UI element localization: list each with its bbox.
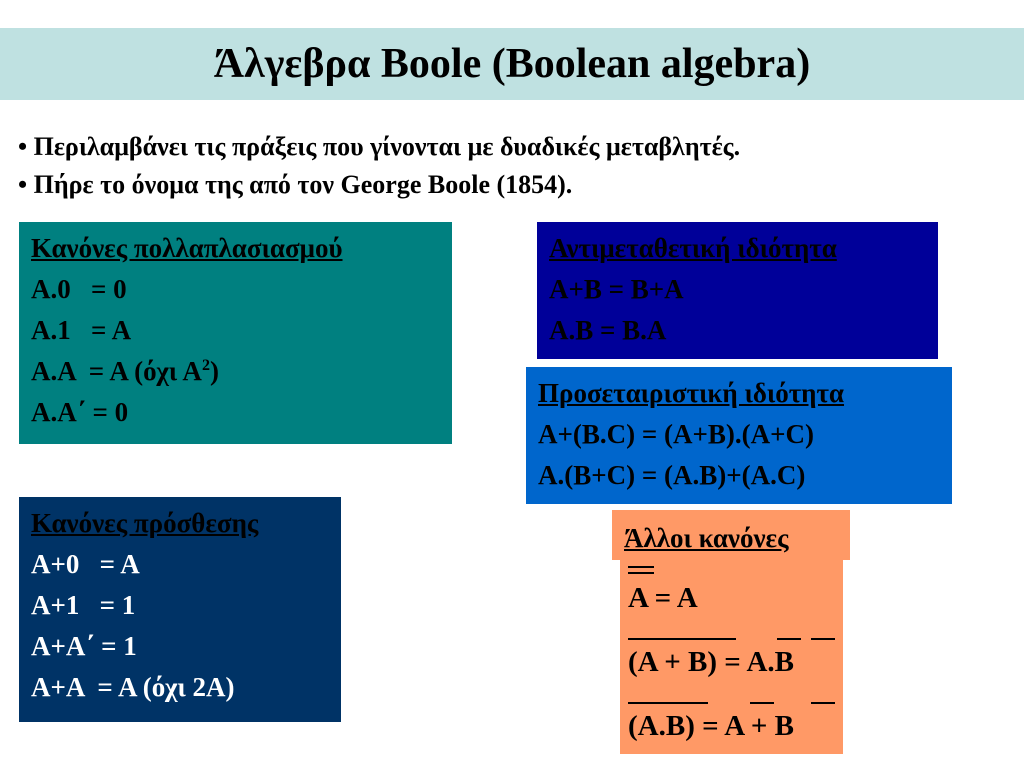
other-rules-box bbox=[612, 510, 850, 560]
overline bbox=[628, 638, 736, 640]
associative-property-box bbox=[526, 367, 952, 504]
rule-text-tail: ) bbox=[209, 356, 219, 386]
formula-de-morgan-2: (A.B) = A + B bbox=[628, 710, 794, 742]
bullet-list bbox=[18, 128, 740, 204]
rule-row: Α.1 = Α bbox=[31, 315, 132, 345]
bullet-item: • Πήρε το όνομα της από τον George Boole (1854). bbox=[18, 170, 573, 199]
rule-text: Α.Α = Α (όχι Α bbox=[31, 356, 202, 386]
formula-double-negation: A = A bbox=[628, 582, 698, 614]
rule-row: Α.(Β+C) = (Α.Β)+(Α.C) bbox=[538, 460, 806, 490]
other-rules-heading: Άλλοι κανόνες bbox=[624, 523, 789, 553]
rule-row: Α.0 = 0 bbox=[31, 274, 127, 304]
rule-row: Α+Β = Β+Α bbox=[549, 274, 684, 304]
overline bbox=[811, 638, 835, 640]
rule-row: Α+(Β.C) = (Α+Β).(Α+C) bbox=[538, 419, 814, 449]
addition-rules-box bbox=[19, 497, 341, 722]
rule-row: Α.Β = Β.Α bbox=[549, 315, 667, 345]
multiplication-rules-box bbox=[19, 222, 452, 444]
commutative-heading: Αντιμεταθετική ιδιότητα bbox=[549, 233, 837, 263]
rule-row: Α+Α = Α (όχι 2Α) bbox=[31, 672, 235, 702]
other-rules-formulas bbox=[620, 560, 843, 754]
page-title: Άλγεβρα Boole (Boolean algebra) bbox=[213, 41, 811, 87]
commutative-property-box bbox=[537, 222, 938, 359]
addition-heading: Κανόνες πρόσθεσης bbox=[31, 508, 259, 538]
rule-row: Α+0 = Α bbox=[31, 549, 140, 579]
formula-de-morgan-1: (A + B) = A.B bbox=[628, 646, 794, 678]
double-overline bbox=[628, 572, 654, 574]
rule-row: Α.Α΄ = 0 bbox=[31, 397, 129, 427]
associative-heading: Προσεταιριστική ιδιότητα bbox=[538, 378, 845, 408]
overline bbox=[750, 702, 774, 704]
title-bar bbox=[0, 28, 1024, 100]
rule-row: Α+1 = 1 bbox=[31, 590, 136, 620]
rule-row bbox=[31, 351, 440, 392]
overline bbox=[628, 702, 708, 704]
rule-row: Α+Α΄ = 1 bbox=[31, 631, 137, 661]
multiplication-heading: Κανόνες πολλαπλασιασμού bbox=[31, 233, 343, 263]
double-overline bbox=[628, 566, 654, 568]
superscript: 2 bbox=[201, 357, 210, 374]
overline bbox=[811, 702, 835, 704]
bullet-item: • Περιλαμβάνει τις πράξεις που γίνονται με δυαδικές μεταβλητές. bbox=[18, 132, 741, 161]
overline bbox=[777, 638, 801, 640]
